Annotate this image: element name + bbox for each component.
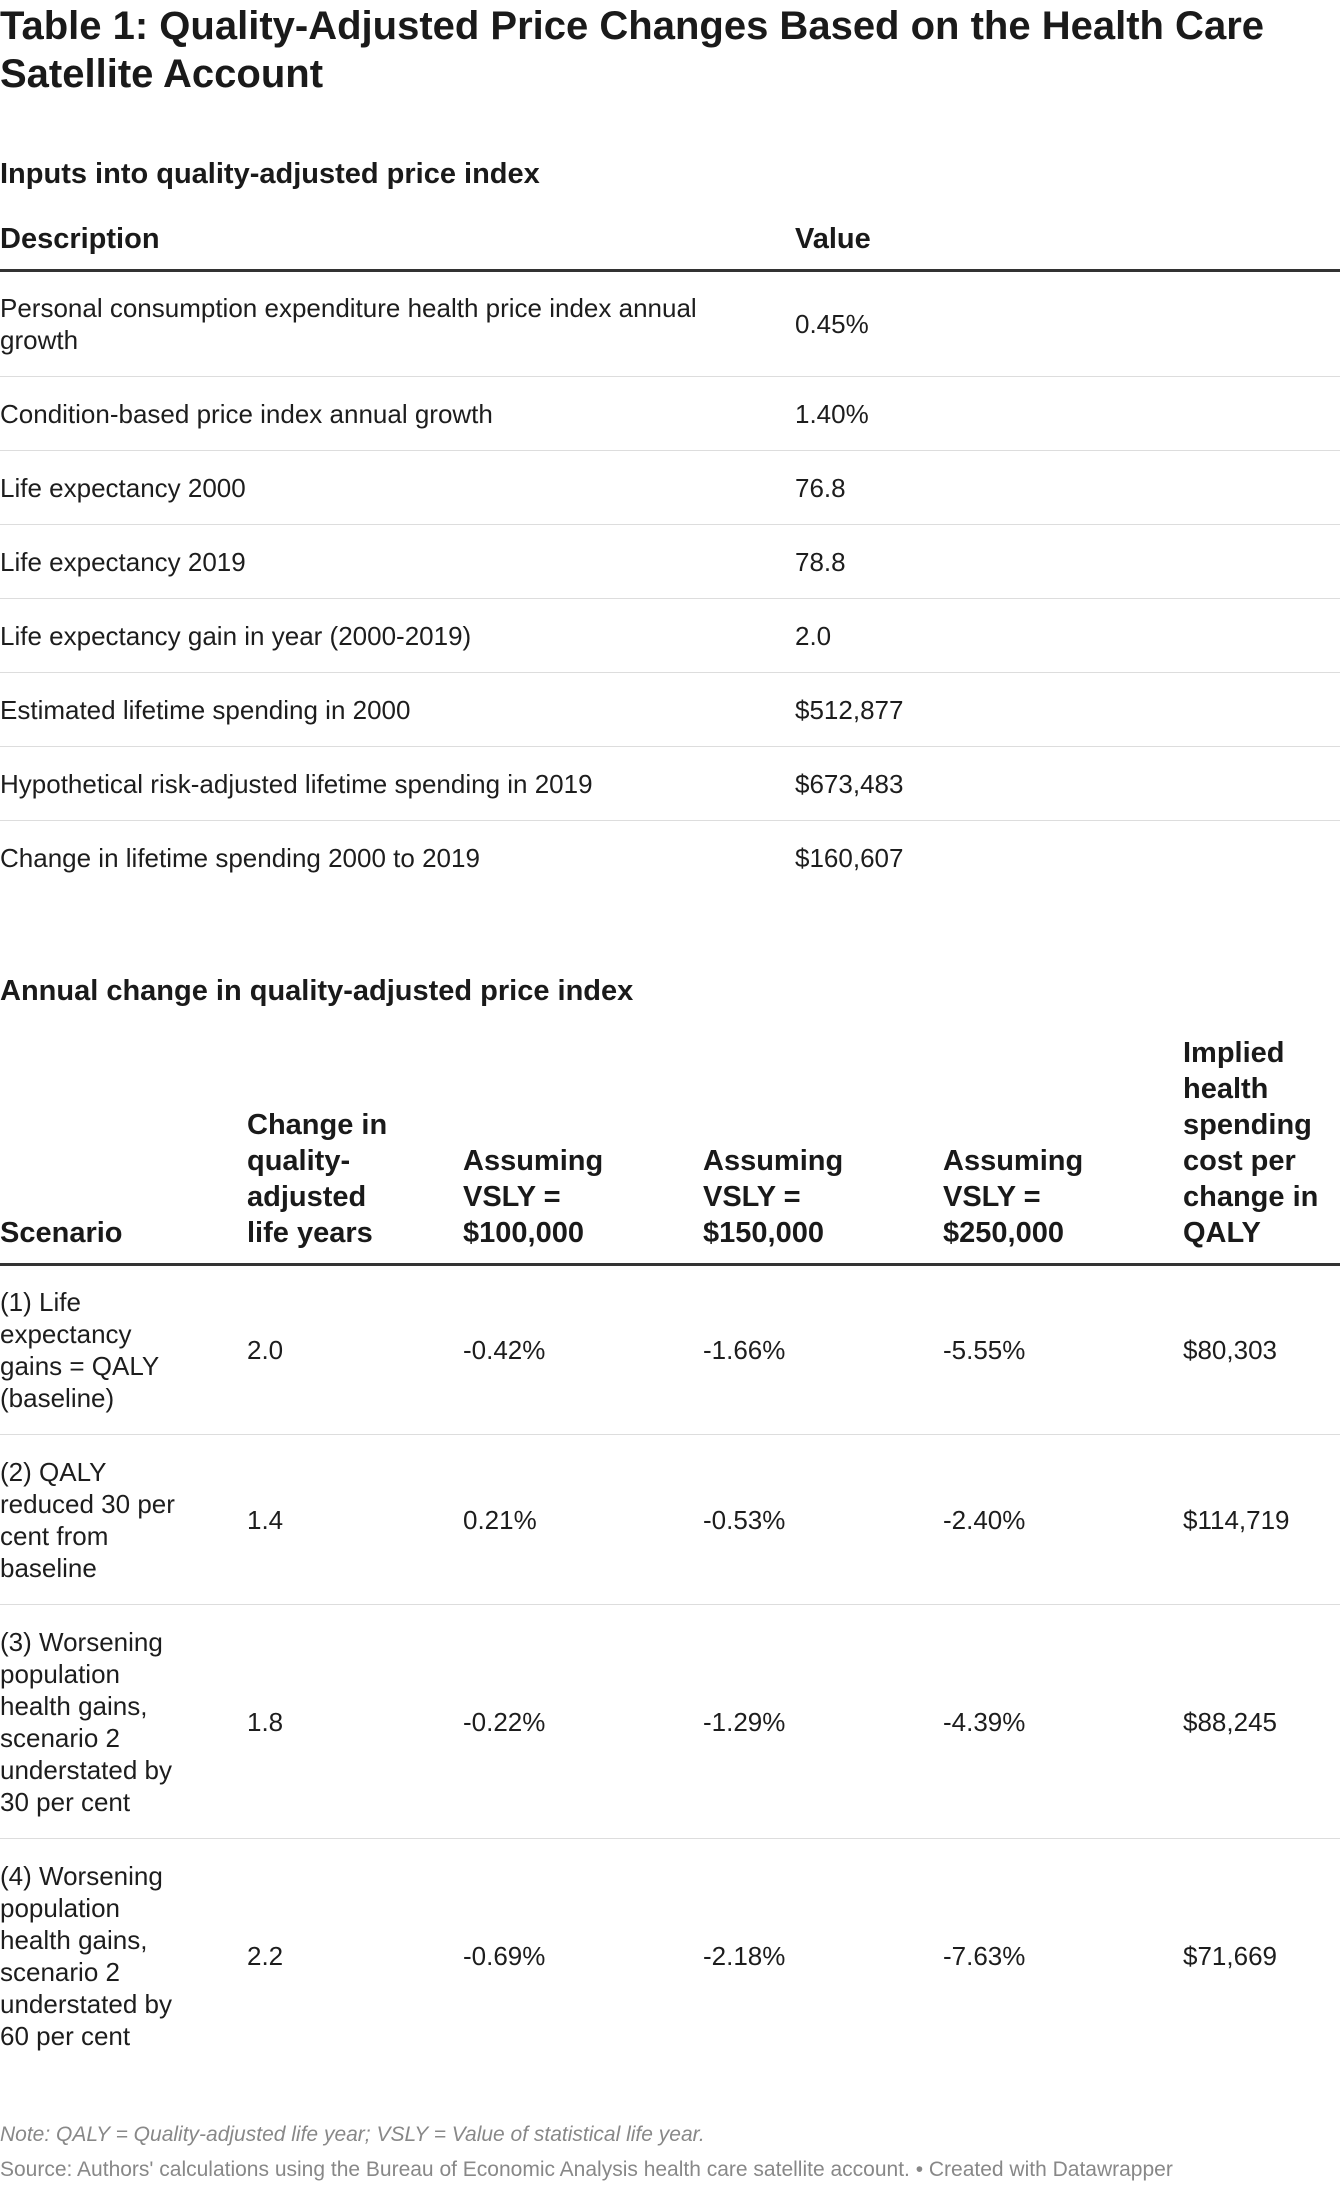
row-description: Hypothetical risk-adjusted lifetime spending in 2019 [0, 747, 795, 821]
row-description: Change in lifetime spending 2000 to 2019 [0, 842, 480, 873]
row-scenario: (2) QALY reduced 30 per cent from baseline [0, 1435, 247, 1605]
column-header-vsly-250k: Assuming VSLY = $250,000 [943, 1035, 1183, 1265]
table-row [0, 1839, 1340, 2073]
row-description: Personal consumption expenditure health price index annual growth [0, 271, 795, 377]
row-vsly-100k: 0.21% [463, 1435, 703, 1605]
row-vsly-100k: -0.22% [463, 1605, 703, 1839]
row-description: Life expectancy 2000 [0, 451, 795, 525]
row-vsly-100k: -0.69% [463, 1940, 546, 1971]
table-row [0, 673, 1340, 747]
annual-change-table [0, 1035, 1340, 2073]
row-scenario: (1) Life expectancy gains = QALY (baseline) [0, 1265, 247, 1435]
table-row [0, 1265, 1340, 1435]
row-vsly-250k: -4.39% [943, 1605, 1183, 1839]
row-value: $160,607 [795, 842, 904, 873]
row-cost-per-qaly: $71,669 [1183, 1940, 1277, 1971]
annual-header-row [0, 1035, 1340, 1265]
row-value: 78.8 [795, 525, 1340, 599]
table-row [0, 1435, 1340, 1605]
row-cost-per-qaly: $114,719 [1183, 1435, 1340, 1605]
table-row [0, 525, 1340, 599]
row-value: 2.0 [795, 599, 1340, 673]
table-row [0, 451, 1340, 525]
table-row [0, 377, 1340, 451]
row-scenario: (3) Worsening population health gains, scenario 2 understated by 30 per cent [0, 1605, 247, 1839]
table-row [0, 599, 1340, 673]
row-vsly-150k: -1.29% [703, 1605, 943, 1839]
row-vsly-250k: -7.63% [943, 1940, 1026, 1971]
annual-section-title: Annual change in quality-adjusted price index [0, 975, 634, 1007]
row-description: Life expectancy 2019 [0, 525, 795, 599]
row-cost-per-qaly: $80,303 [1183, 1265, 1340, 1435]
column-header-description: Description [0, 221, 795, 271]
row-value: $512,877 [795, 673, 1340, 747]
row-description: Condition-based price index annual growth [0, 377, 795, 451]
column-header-cost-per-qaly: Implied health spending cost per change in QALY [1183, 1035, 1340, 1265]
row-value: 0.45% [795, 271, 1340, 377]
row-qaly-change: 2.2 [247, 1940, 284, 1971]
row-description: Life expectancy gain in year (2000-2019) [0, 599, 795, 673]
inputs-header-row [0, 221, 1340, 271]
table-row [0, 271, 1340, 377]
column-header-scenario: Scenario [0, 1035, 247, 1265]
source-credit: Source: Authors' calculations using the Bureau of Economic Analysis health care satellite account. • Created with Datawrapper [0, 2158, 1173, 2181]
row-cost-per-qaly: $88,245 [1183, 1605, 1340, 1839]
row-value: $673,483 [795, 747, 1340, 821]
table-row [0, 821, 1340, 895]
column-header-vsly-150k: Assuming VSLY = $150,000 [703, 1035, 943, 1265]
table-note: Note: QALY = Quality-adjusted life year; VSLY = Value of statistical life year. [0, 2123, 705, 2146]
table-row [0, 747, 1340, 821]
column-header-vsly-100k: Assuming VSLY = $100,000 [463, 1035, 703, 1265]
row-vsly-150k: -0.53% [703, 1435, 943, 1605]
table-row [0, 1605, 1340, 1839]
row-value: 76.8 [795, 451, 1340, 525]
row-vsly-100k: -0.42% [463, 1265, 703, 1435]
row-value: 1.40% [795, 377, 1340, 451]
row-scenario: (4) Worsening population health gains, scenario 2 understated by 60 per cent [0, 1860, 173, 2051]
row-description: Estimated lifetime spending in 2000 [0, 673, 795, 747]
row-qaly-change: 2.0 [247, 1265, 463, 1435]
inputs-section-title: Inputs into quality-adjusted price index [0, 158, 540, 190]
row-vsly-150k: -2.18% [703, 1940, 786, 1971]
column-header-value: Value [795, 221, 1340, 271]
row-qaly-change: 1.4 [247, 1435, 463, 1605]
row-vsly-250k: -5.55% [943, 1265, 1183, 1435]
row-vsly-250k: -2.40% [943, 1435, 1183, 1605]
row-vsly-150k: -1.66% [703, 1265, 943, 1435]
page-title: Table 1: Quality-Adjusted Price Changes Based on the Health Care Satellite Account [0, 4, 1265, 96]
inputs-table [0, 221, 1340, 895]
column-header-qaly-change: Change in quality-adjusted life years [247, 1035, 463, 1265]
row-qaly-change: 1.8 [247, 1605, 463, 1839]
